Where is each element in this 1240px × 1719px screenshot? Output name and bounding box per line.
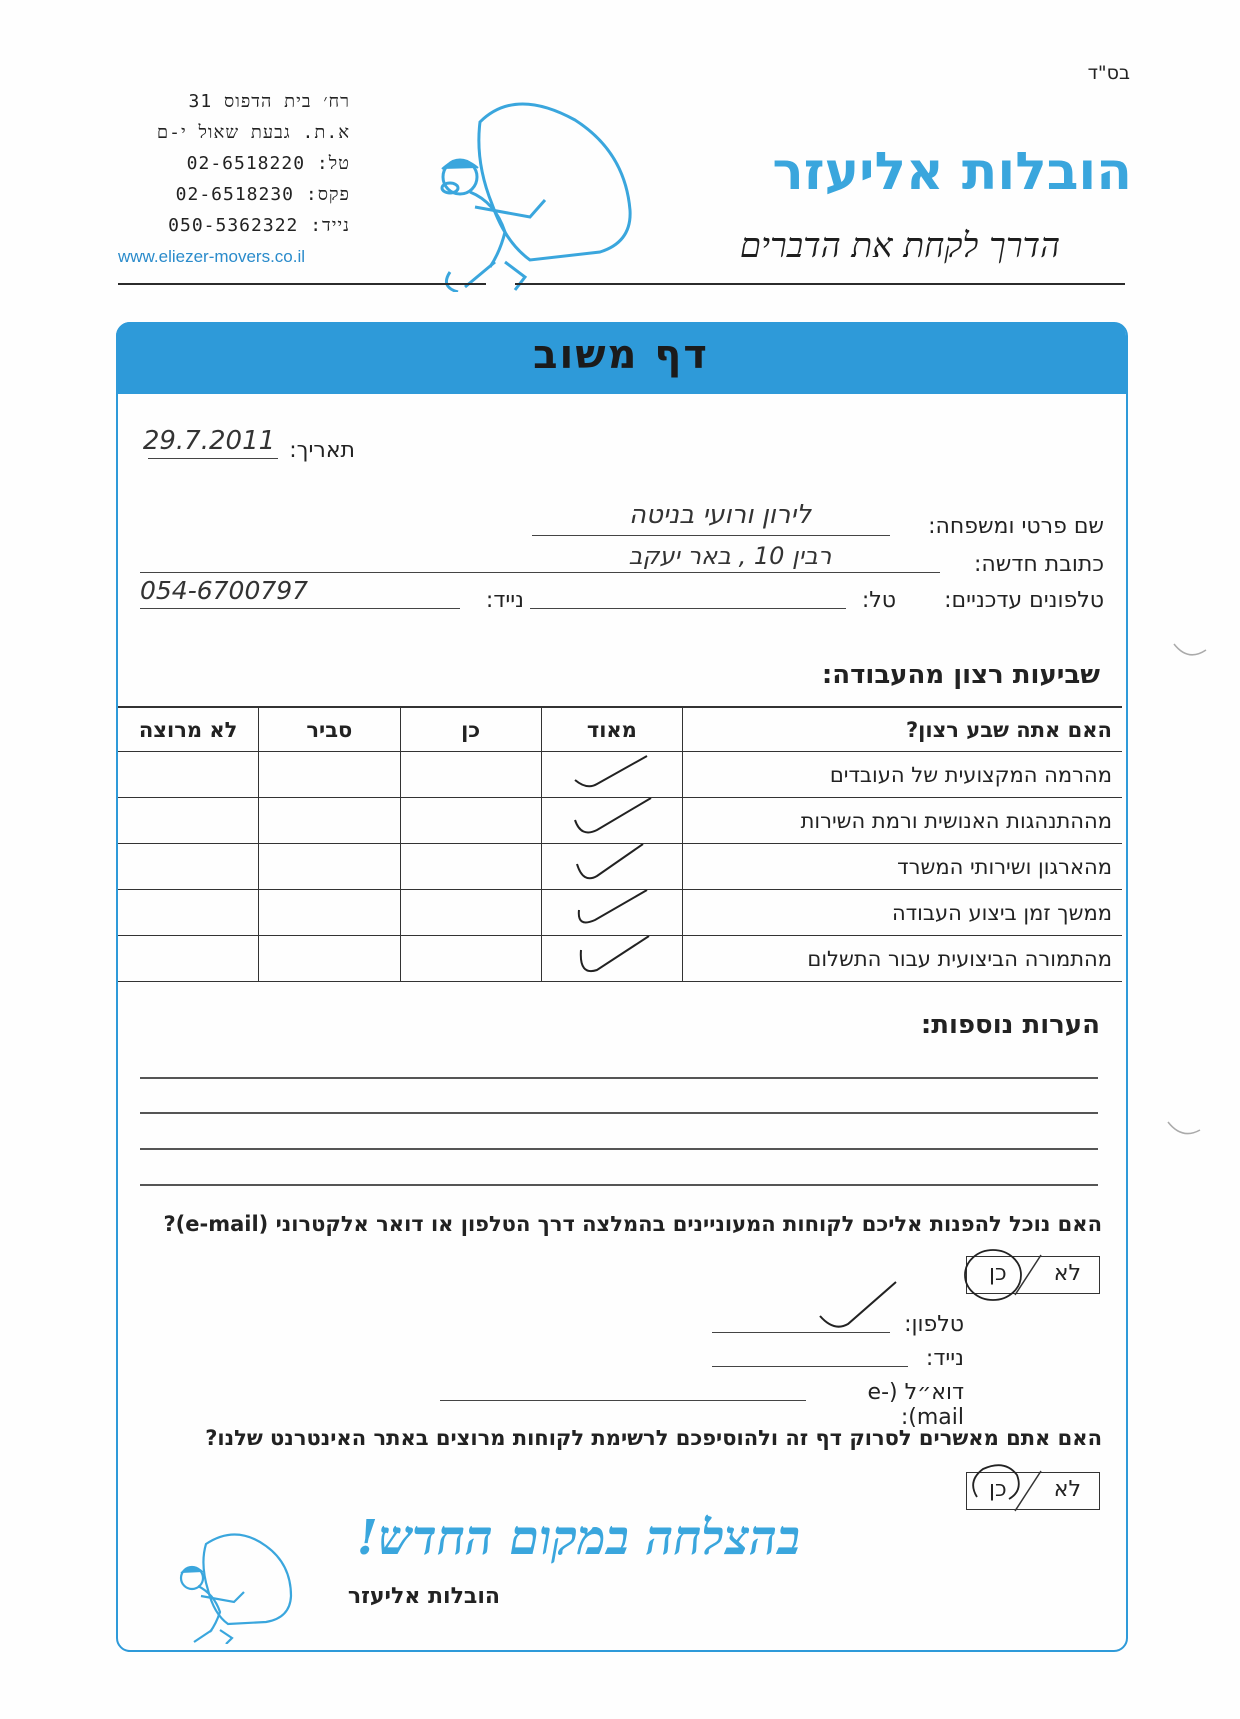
tel-field[interactable]	[530, 608, 846, 609]
fax-line: פקס: 02-6518230	[175, 184, 350, 205]
row-label: מההתנהגות האנושית ורמת השירות	[683, 798, 1123, 844]
contact-mobile-field[interactable]	[712, 1366, 908, 1367]
row-label: מהרמה המקצועית של העובדים	[683, 752, 1123, 798]
bsd-mark: בס"ד	[1087, 62, 1130, 84]
satisfaction-heading: שביעות רצון מהעבודה:	[821, 660, 1100, 690]
cell-yes[interactable]	[400, 752, 541, 798]
check-mark-icon	[567, 890, 657, 930]
cell-very[interactable]	[541, 798, 682, 844]
cell-not-satisfied[interactable]	[118, 844, 259, 890]
note-line[interactable]	[140, 1077, 1098, 1079]
address-label: כתובת חדשה:	[973, 552, 1104, 577]
selection-circle-icon	[961, 1247, 1027, 1305]
cell-reasonable[interactable]	[259, 936, 400, 982]
brand-slogan: הדרך לקחת את הדברים	[739, 226, 1060, 266]
contact-mobile-label: נייד:	[925, 1346, 964, 1371]
date-field[interactable]	[148, 458, 278, 459]
phone-line: טל: 02-6518220	[186, 153, 350, 174]
cell-yes[interactable]	[400, 798, 541, 844]
website-link[interactable]: www.eliezer-movers.co.il	[118, 247, 306, 266]
name-value: לירון ורועי בניטה	[629, 500, 811, 530]
table-row	[118, 890, 1122, 936]
note-line[interactable]	[140, 1112, 1098, 1114]
contact-yes-option[interactable]: כן	[989, 1261, 1007, 1286]
check-mark-icon	[567, 798, 657, 838]
name-field[interactable]	[532, 535, 890, 536]
cell-not-satisfied[interactable]	[118, 890, 259, 936]
brand-name: הובלות אליעזר	[772, 142, 1132, 202]
table-row	[118, 844, 1122, 890]
table-row	[118, 936, 1122, 982]
punch-hole-mark	[1170, 636, 1210, 666]
cell-yes[interactable]	[400, 844, 541, 890]
mover-mascot-logo	[420, 92, 645, 292]
header-divider-left	[118, 283, 486, 285]
address-line-2: א.ת. גבעת שאול י-ם	[156, 122, 350, 143]
check-mark-icon	[567, 752, 657, 792]
contact-yes-no-box[interactable]	[966, 1256, 1100, 1294]
note-line[interactable]	[140, 1184, 1098, 1186]
table-header-row	[118, 707, 1122, 752]
mover-mascot-small-logo	[166, 1524, 306, 1644]
selection-circle-icon	[965, 1461, 1025, 1511]
address-value: רבין 10 , באר יעקב	[628, 542, 832, 570]
date-value: 29.7.2011	[142, 426, 276, 456]
cell-reasonable[interactable]	[259, 890, 400, 936]
cell-reasonable[interactable]	[259, 798, 400, 844]
cell-not-satisfied[interactable]	[118, 798, 259, 844]
page-title: דף משוב	[533, 332, 709, 378]
row-label: מהארגון ושירותי המשרד	[683, 844, 1123, 890]
cell-not-satisfied[interactable]	[118, 936, 259, 982]
address-field[interactable]	[140, 572, 940, 573]
contact-email-label: דוא״ל (e-mail):	[867, 1380, 964, 1430]
tel-label: טל:	[861, 588, 896, 613]
mobile-line: נייד: 050-5362322	[168, 215, 350, 236]
check-mark-icon	[567, 844, 657, 884]
column-header-very: מאוד	[541, 707, 682, 752]
cell-very[interactable]	[541, 936, 682, 982]
punch-hole-mark	[1164, 1116, 1204, 1146]
cell-very[interactable]	[541, 752, 682, 798]
column-header-reasonable: סביר	[259, 707, 400, 752]
publish-yes-option[interactable]: כן	[989, 1477, 1007, 1502]
publish-question: האם אתם מאשרים לסרוק דף זה ולהוסיפכם לרשימת לקוחות מרוצים באתר האינטרנט שלנו?	[205, 1426, 1102, 1450]
notes-heading: הערות נוספות:	[920, 1010, 1100, 1040]
cell-reasonable[interactable]	[259, 844, 400, 890]
phones-label: טלפונים עדכניים:	[944, 588, 1104, 613]
contact-email-field[interactable]	[440, 1400, 806, 1401]
table-row	[118, 752, 1122, 798]
table-row	[118, 798, 1122, 844]
cell-very[interactable]	[541, 844, 682, 890]
check-mark-icon	[567, 936, 657, 976]
row-label: מהתמורה הביצועית עבור התשלום	[683, 936, 1123, 982]
mobile-field[interactable]	[140, 608, 460, 609]
contact-phone-label: טלפון:	[904, 1312, 964, 1337]
row-label: ממשך זמן ביצוע העבודה	[683, 890, 1123, 936]
check-mark-icon	[810, 1276, 900, 1336]
publish-no-option[interactable]: לא	[1053, 1477, 1081, 1502]
address-line-1: רח׳ בית הדפוס 31	[188, 91, 350, 112]
cell-yes[interactable]	[400, 936, 541, 982]
cell-reasonable[interactable]	[259, 752, 400, 798]
column-header-yes: כן	[400, 707, 541, 752]
name-label: שם פרטי ומשפחה:	[928, 514, 1104, 539]
footer-brand: הובלות אליעזר	[347, 1584, 500, 1609]
mobile-label: נייד:	[485, 588, 524, 613]
satisfaction-table	[118, 706, 1122, 982]
contact-question: האם נוכל להפנות אליכם לקוחות המעוניינים בהמלצה דרך הטלפון או דואר אלקטרוני (e-mail)?	[163, 1212, 1102, 1236]
column-header-question: האם אתה שבע רצון?	[683, 707, 1123, 752]
column-header-not-satisfied: לא מרוצה	[118, 707, 259, 752]
header-divider-right	[515, 283, 1125, 285]
footer-good-luck: בהצלחה במקום החדש!	[356, 1510, 800, 1566]
cell-very[interactable]	[541, 890, 682, 936]
note-line[interactable]	[140, 1148, 1098, 1150]
contact-block	[118, 86, 350, 272]
publish-yes-no-box[interactable]	[966, 1472, 1100, 1510]
cell-yes[interactable]	[400, 890, 541, 936]
mobile-value: 054-6700797	[140, 576, 309, 605]
date-label: תאריך:	[289, 438, 355, 463]
cell-not-satisfied[interactable]	[118, 752, 259, 798]
contact-no-option[interactable]: לא	[1053, 1261, 1081, 1286]
